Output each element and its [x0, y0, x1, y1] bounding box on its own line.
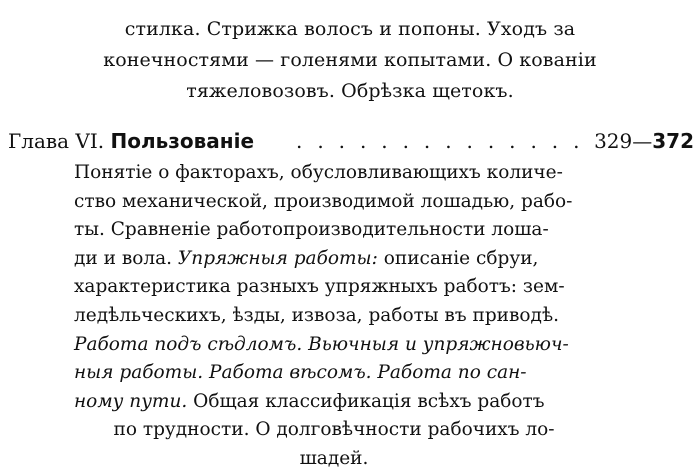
summary-line — [74, 216, 594, 245]
text-run: Понятіе о факторахъ, обусловливающихъ количе- — [74, 162, 563, 183]
italic-text: Работа подъ сѣдломъ. Вьючныя и упряжновьюч- — [74, 333, 569, 355]
leader-dots: . . . . . . . . . . . . . . — [296, 129, 584, 153]
previous-chapter-continuation — [0, 14, 700, 107]
text-line: конечностями — голенями копытами. О кованіи — [103, 49, 597, 71]
summary-line — [74, 188, 594, 217]
text-line: тяжеловозовъ. Обрѣзка щетокъ. — [186, 80, 514, 102]
summary-line — [74, 331, 594, 360]
summary-line — [74, 388, 594, 417]
summary-line — [74, 302, 594, 331]
page-start: 329— — [594, 129, 653, 153]
text-run: Общая классификація всѣхъ работъ — [187, 390, 545, 412]
page-end: 372 — [652, 129, 694, 153]
italic-text: ныя работы. Работа вѣсомъ. Работа по сан- — [74, 362, 527, 384]
summary-line — [74, 359, 594, 388]
italic-text: ному пути. — [74, 390, 188, 412]
summary-line — [74, 445, 594, 474]
text-run: шадей. — [299, 447, 369, 469]
summary-line — [74, 416, 594, 445]
chapter-title: Пользованіе — [110, 129, 255, 153]
italic-text: Упряжныя работы: — [177, 247, 378, 269]
text-run: по трудности. О долговѣчности рабочихъ ло- — [113, 419, 555, 441]
chapter-label: Глава VI. — [8, 129, 105, 153]
summary-line — [74, 245, 594, 274]
summary-line — [74, 273, 594, 302]
chapter-label-group — [8, 124, 254, 158]
page-range — [594, 124, 694, 158]
text-run: характеристика разныхъ упряжныхъ работъ: зем- — [74, 276, 565, 298]
text-run: ство механической, производимой лошадью, рабо- — [74, 190, 573, 212]
text-run: ты. Сравненіе работопроизводительности лоша- — [74, 219, 549, 241]
text-run: ди и вола. — [74, 247, 178, 269]
chapter-summary — [74, 159, 594, 474]
text-line: стилка. Стрижка волосъ и попоны. Уходъ за — [124, 18, 576, 40]
chapter-heading — [8, 124, 694, 158]
text-run: описаніе сбруи, — [377, 247, 539, 269]
summary-line — [74, 159, 594, 188]
text-run: ледѣльческихъ, ѣзды, извоза, работы въ приводѣ. — [74, 304, 559, 326]
